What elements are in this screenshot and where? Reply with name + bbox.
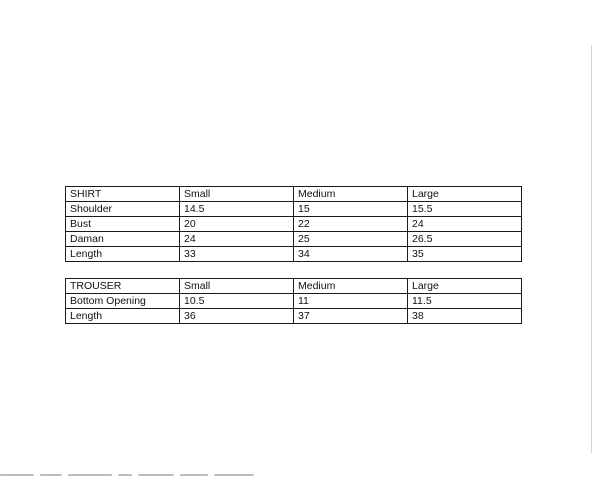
table-cell: 35 (408, 247, 522, 262)
table-cell: SHIRT (66, 187, 180, 202)
table-cell: 24 (408, 217, 522, 232)
table-cell: 10.5 (180, 294, 294, 309)
table-cell: 26.5 (408, 232, 522, 247)
table-cell: 25 (294, 232, 408, 247)
table-cell: Bottom Opening (66, 294, 180, 309)
table-cell: 37 (294, 309, 408, 324)
table-cell: 11 (294, 294, 408, 309)
table-row (66, 232, 522, 247)
table-cell: 15.5 (408, 202, 522, 217)
table-cell: Large (408, 279, 522, 294)
table-cell: 15 (294, 202, 408, 217)
table-cell: 36 (180, 309, 294, 324)
table-cell: 20 (180, 217, 294, 232)
table-cell: Small (180, 279, 294, 294)
table-row (66, 309, 522, 324)
table-cell: 33 (180, 247, 294, 262)
table-cell: Small (180, 187, 294, 202)
table-cell: Large (408, 187, 522, 202)
table-row (66, 202, 522, 217)
table-header-row (66, 187, 522, 202)
table-cell: 24 (180, 232, 294, 247)
table-cell: Bust (66, 217, 180, 232)
shirt-size-table (65, 186, 522, 262)
page-edge-divider (591, 45, 592, 453)
table-cell: Medium (294, 187, 408, 202)
table-row (66, 247, 522, 262)
table-cell: 38 (408, 309, 522, 324)
table-cell: Daman (66, 232, 180, 247)
table-row (66, 217, 522, 232)
table-cell: 22 (294, 217, 408, 232)
table-cell: Shoulder (66, 202, 180, 217)
cropped-text-line (0, 474, 300, 482)
table-cell: TROUSER (66, 279, 180, 294)
table-cell: 14.5 (180, 202, 294, 217)
table-cell: 34 (294, 247, 408, 262)
table-cell: Medium (294, 279, 408, 294)
table-cell: Length (66, 309, 180, 324)
table-header-row (66, 279, 522, 294)
table-cell: 11.5 (408, 294, 522, 309)
table-cell: Length (66, 247, 180, 262)
table-row (66, 294, 522, 309)
trouser-size-table (65, 278, 522, 324)
